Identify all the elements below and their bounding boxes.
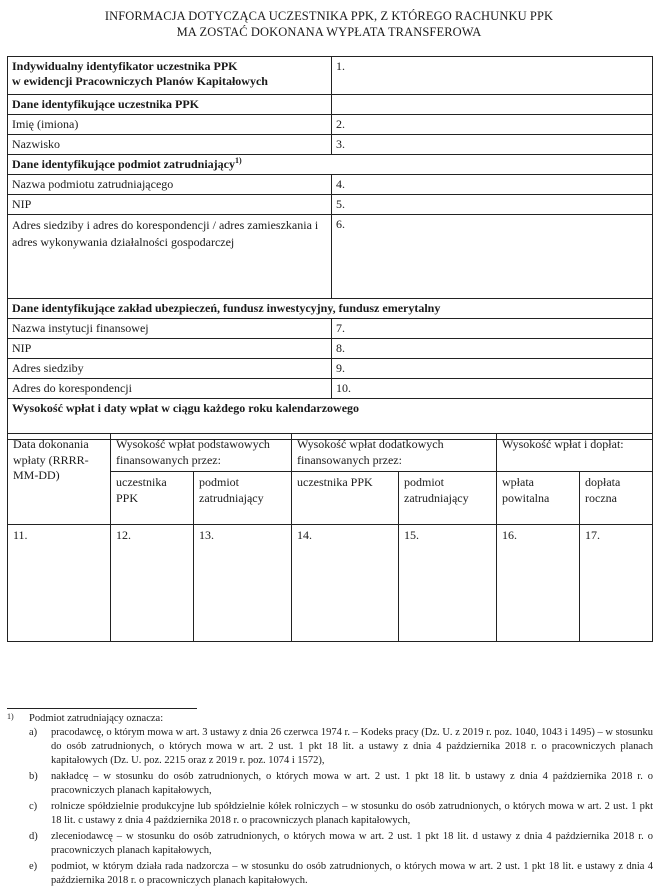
title-line-1: INFORMACJA DOTYCZĄCA UCZESTNIKA PPK, Z KTÓREGO RACHUNKU PPK [104, 9, 554, 23]
footnote-item-letter: c) [29, 801, 38, 812]
footnote-separator [7, 708, 197, 709]
employer-header-text: Dane identyfikujące podmiot zatrudniający [12, 157, 235, 171]
field-13[interactable] [194, 525, 292, 642]
payments-table [7, 433, 653, 642]
field-15[interactable] [399, 525, 497, 642]
footnote-item-letter: e) [29, 861, 38, 872]
field-8[interactable] [332, 339, 653, 359]
employer-name-label: Nazwa podmiotu zatrudniającego [8, 175, 332, 195]
employer-nip-label: NIP [8, 195, 332, 215]
title-line-2: MA ZOSTAĆ DOKONANA WYPŁATA TRANSFEROWA [176, 25, 482, 39]
footnote-item-text: podmiot, w którym działa rada nadzorcza – w stosunku do osób zatrudnionych, o których mowa w art. 2 ust. 1 pkt 18 lit. e ustawy z dnia 4 października 2018 r. o pracowniczych planach kapitałowych. [51, 861, 653, 886]
employer-section-header [8, 155, 653, 175]
field-number: 4. [336, 177, 345, 191]
field-number: 3. [336, 137, 345, 151]
field-4[interactable] [332, 175, 653, 195]
field-number: 9. [336, 361, 345, 375]
annual-surcharge-header: dopłata roczna [580, 472, 653, 525]
field-number: 12. [116, 528, 131, 542]
field-9[interactable] [332, 359, 653, 379]
field-1[interactable] [332, 57, 653, 95]
field-number: 7. [336, 321, 345, 335]
field-number: 17. [585, 528, 601, 542]
footnote-intro [7, 712, 653, 726]
institution-section-header: Dane identyfikujące zakład ubezpieczeń, fundusz inwestycyjny, fundusz emerytalny [8, 299, 653, 319]
employer-address-label: Adres siedziby i adres do korespondencji / adres zamieszkania i adres wykonywania działalności gospodarczej [8, 215, 332, 299]
field-14[interactable] [292, 525, 399, 642]
basic-participant-header: uczestnika PPK [111, 472, 194, 525]
footnotes [7, 712, 653, 890]
basic-payments-group-header: Wysokość wpłat podstawowych finansowanych przez: [111, 434, 292, 472]
identifier-label-line-1: Indywidualny identyfikator uczestnika PPK [12, 59, 238, 73]
field-number: 14. [297, 528, 312, 542]
participant-header-blank [332, 95, 653, 115]
footnote-marker: 1) [7, 712, 14, 721]
field-7[interactable] [332, 319, 653, 339]
footnote-item [29, 770, 653, 798]
surname-label: Nazwisko [8, 135, 332, 155]
welcome-payment-header: wpłata powitalna [497, 472, 580, 525]
first-name-label: Imię (imiona) [8, 115, 332, 135]
field-11[interactable] [8, 525, 111, 642]
field-number: 1. [336, 59, 345, 73]
payments-section-header: Wysokość wpłat i daty wpłat w ciągu każdego roku kalendarzowego [8, 399, 653, 440]
document-title [0, 8, 658, 40]
additional-participant-header: uczestnika PPK [292, 472, 399, 525]
field-number: 16. [502, 528, 518, 542]
field-12[interactable] [111, 525, 194, 642]
footnote-intro-text: Podmiot zatrudniający oznacza: [29, 713, 164, 724]
footnote-item-letter: a) [29, 727, 38, 738]
additional-payments-group-header: Wysokość wpłat dodatkowych finansowanych przez: [292, 434, 497, 472]
field-number: 15. [404, 528, 419, 542]
field-number: 2. [336, 117, 345, 131]
field-17[interactable] [580, 525, 653, 642]
field-3[interactable] [332, 135, 653, 155]
institution-nip-label: NIP [8, 339, 332, 359]
institution-name-label: Nazwa instytucji finansowej [8, 319, 332, 339]
field-2[interactable] [332, 115, 653, 135]
field-16[interactable] [497, 525, 580, 642]
correspondence-address-label: Adres do korespondencji [8, 379, 332, 399]
footnote-item [29, 726, 653, 768]
seat-address-label: Adres siedziby [8, 359, 332, 379]
field-number: 8. [336, 341, 345, 355]
footnote-item-letter: d) [29, 831, 38, 842]
deposits-group-header: Wysokość wpłat i dopłat: [497, 434, 653, 472]
additional-employer-header: podmiot zatrudniający [399, 472, 497, 525]
participant-section-header: Dane identyfikujące uczestnika PPK [8, 95, 332, 115]
participant-form-table [7, 56, 653, 440]
field-5[interactable] [332, 195, 653, 215]
footnote-item-text: pracodawcę, o którym mowa w art. 3 ustawy z dnia 26 czerwca 1974 r. – Kodeks pracy (Dz. U. z 2019 r. poz. 1040, 1043 i 1495) – w stosunku do osób zatrudnionych, o których mowa w art. 2 ust. 1 pkt 18 lit. a ustawy z dnia 4 października 2018 r. o pracowniczych planach kapitałowych (Dz. U. poz. 2215 oraz z 2019 r. poz. 1074 i 1572), [51, 727, 653, 766]
footnote-item-letter: b) [29, 771, 38, 782]
footnote-ref: 1) [235, 156, 242, 165]
identifier-label-line-2: w ewidencji Pracowniczych Planów Kapitałowych [12, 74, 268, 88]
footnote-item [29, 800, 653, 828]
field-6[interactable] [332, 215, 653, 299]
field-number: 6. [336, 217, 345, 231]
field-number: 11. [13, 528, 28, 542]
field-number: 13. [199, 528, 214, 542]
footnote-item-text: rolnicze spółdzielnie produkcyjne lub spółdzielnie kółek rolniczych – w stosunku do osób zatrudnionych, o których mowa w art. 2 ust. 1 pkt 18 lit. c ustawy z dnia 4 października 2018 r. o pracowniczych planach kapitałowych, [51, 801, 653, 826]
footnote-item [29, 860, 653, 888]
footnote-item [29, 830, 653, 858]
basic-employer-header: podmiot zatrudniający [194, 472, 292, 525]
field-number: 5. [336, 197, 345, 211]
footnote-item-text: zleceniodawcę – w stosunku do osób zatrudnionych, o których mowa w art. 2 ust. 1 pkt 18 lit. d ustawy z dnia 4 października 2018 r. o pracowniczych planach kapitałowych, [51, 831, 653, 856]
payment-date-header: Data dokonania wpłaty (RRRR-MM-DD) [8, 434, 111, 525]
field-10[interactable] [332, 379, 653, 399]
field-number: 10. [336, 381, 351, 395]
identifier-label [8, 57, 332, 95]
footnote-item-text: nakładcę – w stosunku do osób zatrudnionych, o których mowa w art. 2 ust. 1 pkt 18 lit. b ustawy z dnia 4 października 2018 r. o pracowniczych planach kapitałowych, [51, 771, 653, 796]
